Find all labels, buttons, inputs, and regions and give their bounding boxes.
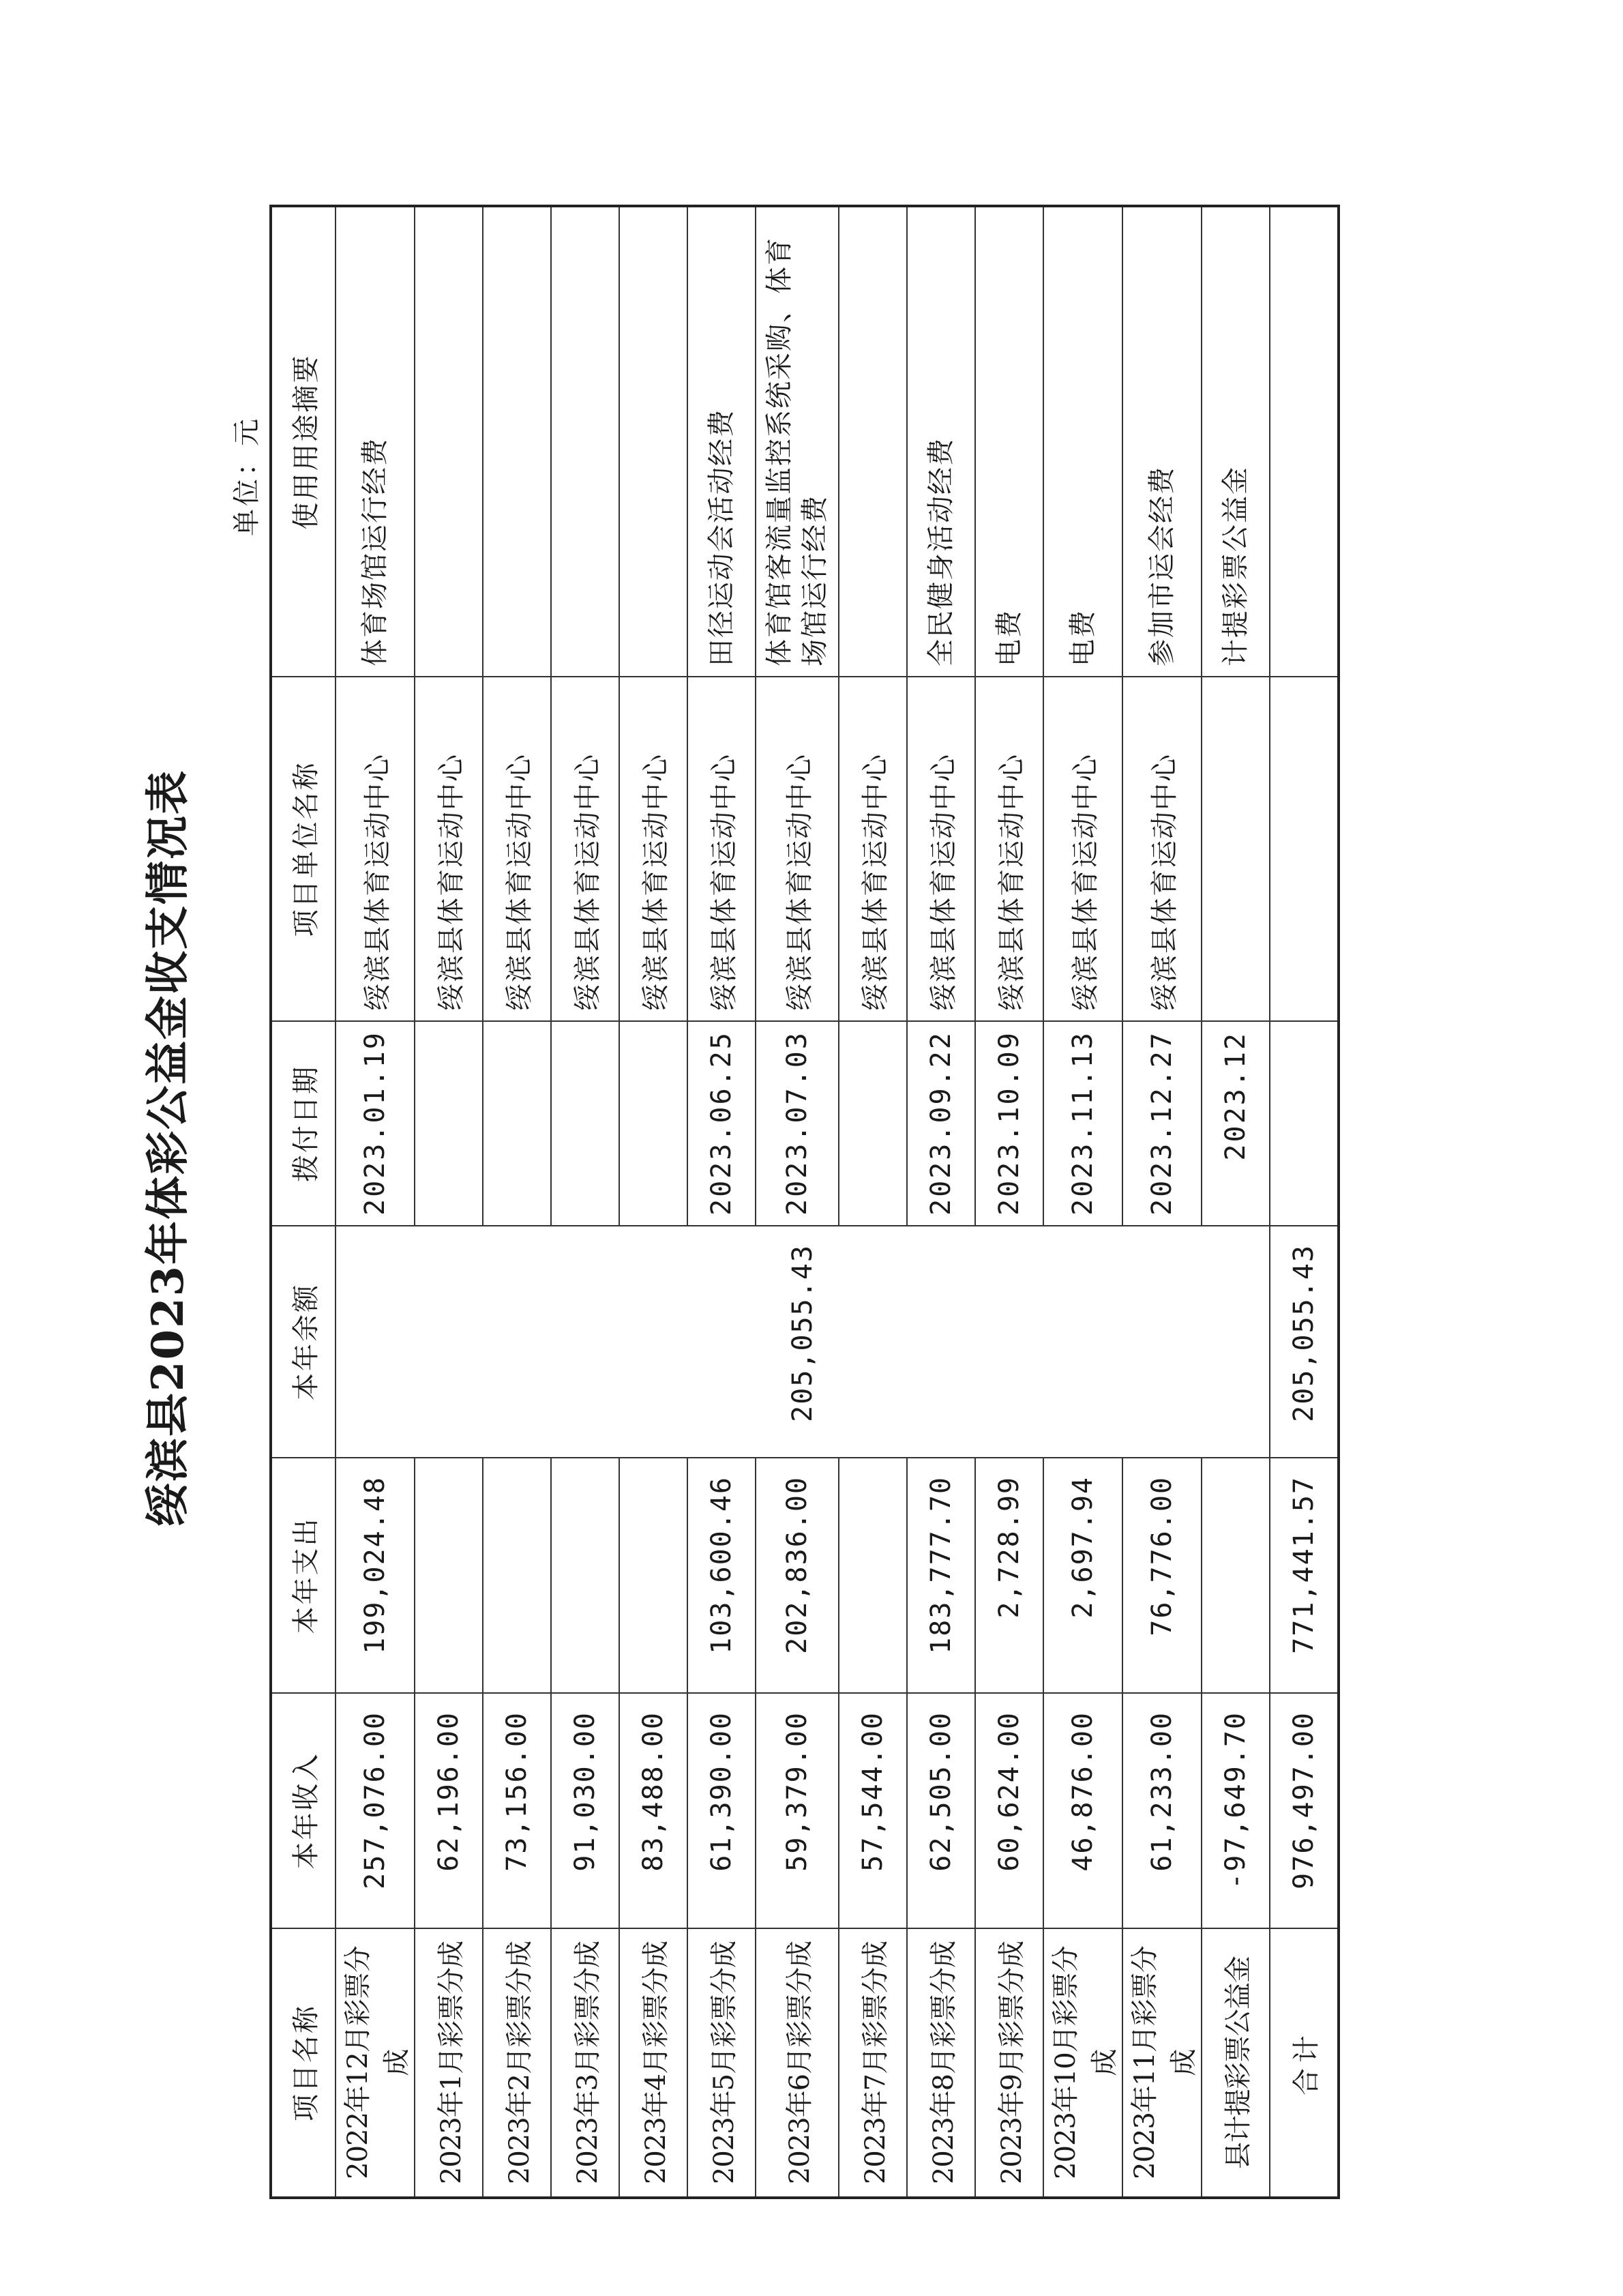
cell-expense: 771,441.57: [1270, 1458, 1339, 1693]
cell-use: [483, 206, 551, 677]
cell-date: [483, 1021, 551, 1226]
cell-expense: 103,600.46: [687, 1458, 756, 1693]
header-use: 使用用途摘要: [271, 206, 336, 677]
cell-unit: 绥滨县体育运动中心: [839, 677, 907, 1021]
page-title: 绥滨县2023年体彩公益金收支情况表: [143, 769, 194, 1527]
cell-name: 2023年9月彩票分成: [975, 1928, 1043, 2198]
table-row: [839, 206, 907, 2198]
cell-expense: 183,777.70: [907, 1458, 975, 1693]
cell-name: 2023年7月彩票分成: [839, 1928, 907, 2198]
cell-unit: 绥滨县体育运动中心: [619, 677, 687, 1021]
table-row: [483, 206, 551, 2198]
cell-name: 2022年12月彩票分成: [336, 1928, 415, 2198]
table-row: [907, 206, 975, 2198]
cell-date: 2023.10.09: [975, 1021, 1043, 1226]
table-row: [619, 206, 687, 2198]
cell-date: 2023.11.13: [1043, 1021, 1122, 1226]
cell-use: 电费: [1043, 206, 1122, 677]
cell-income: 257,076.00: [336, 1693, 415, 1928]
cell-use: 电费: [975, 206, 1043, 677]
cell-income: 62,196.00: [415, 1693, 483, 1928]
cell-use: [415, 206, 483, 677]
cell-income: 59,379.00: [756, 1693, 839, 1928]
cell-date: [415, 1021, 483, 1226]
header-balance: 本年余额: [271, 1226, 336, 1458]
cell-unit: 绥滨县体育运动中心: [687, 677, 756, 1021]
cell-unit: 绥滨县体育运动中心: [907, 677, 975, 1021]
cell-expense: [483, 1458, 551, 1693]
cell-name: 2023年5月彩票分成: [687, 1928, 756, 2198]
finance-table: [269, 205, 1340, 2199]
cell-name: 2023年3月彩票分成: [551, 1928, 619, 2198]
cell-income: 61,233.00: [1122, 1693, 1202, 1928]
table-row: [1122, 206, 1202, 2198]
cell-use: 计提彩票公益金: [1202, 206, 1270, 677]
unit-label: 单位：元: [231, 416, 263, 536]
cell-unit: 绥滨县体育运动中心: [415, 677, 483, 1021]
cell-use: 体育馆客流量监控系统采购、体育场馆运行经费: [756, 206, 839, 677]
cell-expense: 76,776.00: [1122, 1458, 1202, 1693]
table-row: [1043, 206, 1122, 2198]
cell-income: 57,544.00: [839, 1693, 907, 1928]
cell-name: 县计提彩票公益金: [1202, 1928, 1270, 2198]
cell-unit: 绥滨县体育运动中心: [483, 677, 551, 1021]
table-row-total: [1270, 206, 1339, 2198]
cell-expense: 2,697.94: [1043, 1458, 1122, 1693]
cell-expense: 199,024.48: [336, 1458, 415, 1693]
cell-date: 2023.01.19: [336, 1021, 415, 1226]
cell-name: 2023年6月彩票分成: [756, 1928, 839, 2198]
cell-use: 体育场馆运行经费: [336, 206, 415, 677]
cell-use: 田径运动会活动经费: [687, 206, 756, 677]
header-income: 本年收入: [271, 1693, 336, 1928]
cell-name: 2023年11月彩票分成: [1122, 1928, 1202, 2198]
cell-balance: 205,055.43: [1270, 1226, 1339, 1458]
cell-use: 全民健身活动经费: [907, 206, 975, 677]
cell-expense: [619, 1458, 687, 1693]
cell-income: 62,505.00: [907, 1693, 975, 1928]
table-row: [975, 206, 1043, 2198]
cell-expense: [1202, 1458, 1270, 1693]
cell-use: [619, 206, 687, 677]
cell-unit: 绥滨县体育运动中心: [1043, 677, 1122, 1021]
cell-name: 2023年10月彩票分成: [1043, 1928, 1122, 2198]
cell-use: [551, 206, 619, 677]
cell-unit: [1202, 677, 1270, 1021]
cell-date: [839, 1021, 907, 1226]
table-header-row: [271, 206, 336, 2198]
table-row: [687, 206, 756, 2198]
table-row: [551, 206, 619, 2198]
cell-date: 2023.12.27: [1122, 1021, 1202, 1226]
cell-income: 61,390.00: [687, 1693, 756, 1928]
cell-date: 2023.07.03: [756, 1021, 839, 1226]
cell-unit: 绥滨县体育运动中心: [1122, 677, 1202, 1021]
cell-name: 2023年2月彩票分成: [483, 1928, 551, 2198]
cell-use: [839, 206, 907, 677]
cell-income: 73,156.00: [483, 1693, 551, 1928]
header-date: 拨付日期: [271, 1021, 336, 1226]
cell-income: 83,488.00: [619, 1693, 687, 1928]
table-row: [336, 206, 415, 2198]
cell-date: [619, 1021, 687, 1226]
cell-expense: 202,836.00: [756, 1458, 839, 1693]
cell-date: 2023.09.22: [907, 1021, 975, 1226]
cell-unit: 绥滨县体育运动中心: [336, 677, 415, 1021]
cell-income: 46,876.00: [1043, 1693, 1122, 1928]
cell-date: 2023.12: [1202, 1021, 1270, 1226]
cell-unit: [1270, 677, 1339, 1021]
cell-unit: 绥滨县体育运动中心: [975, 677, 1043, 1021]
cell-expense: 2,728.99: [975, 1458, 1043, 1693]
cell-name: 2023年4月彩票分成: [619, 1928, 687, 2198]
cell-use: [1270, 206, 1339, 677]
table-row: [1202, 206, 1270, 2198]
cell-date: [551, 1021, 619, 1226]
cell-income: 976,497.00: [1270, 1693, 1339, 1928]
cell-expense: [839, 1458, 907, 1693]
cell-unit: 绥滨县体育运动中心: [551, 677, 619, 1021]
cell-balance: 205,055.43: [336, 1226, 1270, 1458]
cell-use: 参加市运会经费: [1122, 206, 1202, 677]
header-expense: 本年支出: [271, 1458, 336, 1693]
cell-income: 60,624.00: [975, 1693, 1043, 1928]
cell-date: 2023.06.25: [687, 1021, 756, 1226]
cell-unit: 绥滨县体育运动中心: [756, 677, 839, 1021]
cell-income: -97,649.70: [1202, 1693, 1270, 1928]
cell-expense: [551, 1458, 619, 1693]
header-unit: 项目单位名称: [271, 677, 336, 1021]
cell-income: 91,030.00: [551, 1693, 619, 1928]
table-row: [415, 206, 483, 2198]
header-project-name: 项目名称: [271, 1928, 336, 2198]
cell-name: 2023年1月彩票分成: [415, 1928, 483, 2198]
cell-name: 2023年8月彩票分成: [907, 1928, 975, 2198]
table-row: [756, 206, 839, 2198]
cell-name: 合计: [1270, 1928, 1339, 2198]
cell-date: [1270, 1021, 1339, 1226]
cell-expense: [415, 1458, 483, 1693]
